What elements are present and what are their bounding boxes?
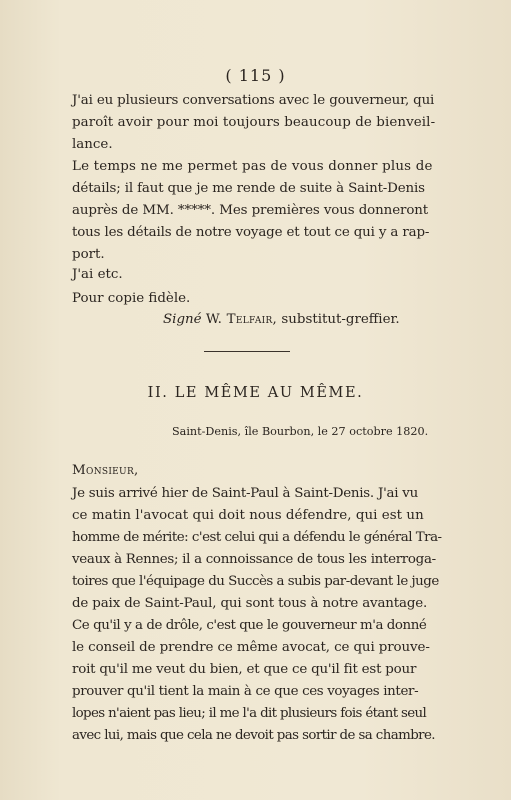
signature-name: W. Telfair, — [205, 312, 278, 327]
section-heading: II. LE MÊME AU MÊME. — [147, 385, 364, 401]
letter2-line: le conseil de prendre ce même avocat, ce qui prouve- — [72, 640, 430, 655]
letter2-line: ce matin l'avocat qui doit nous défendre, qui est un — [72, 508, 424, 523]
letter2-line: veaux à Rennes; il a connoissance de tous les interroga- — [72, 552, 436, 567]
letter2-dateline: Saint-Denis, île Bourbon, le 27 octobre 1820. — [172, 425, 429, 438]
letter2-line: lopes n'aient pas lieu; il me l'a dit plusieurs fois étant seul — [72, 706, 427, 721]
letter2-line: prouver qu'il tient la main à ce que ces voyages inter- — [72, 684, 419, 699]
signature-signed: Signé — [163, 312, 202, 327]
letter1-line: auprès de MM. *****. Mes premières vous donneront — [72, 203, 429, 218]
copy-note: Pour copie fidèle. — [72, 291, 191, 306]
letter1-line: lance. — [72, 137, 113, 152]
letter1-line: détails; il faut que je me rende de suite à Saint-Denis — [72, 181, 425, 196]
letter1-line: J'ai eu plusieurs conversations avec le gouverneur, qui — [72, 93, 435, 108]
signature-title: substitut-greffier. — [281, 312, 400, 327]
letter2-line: toires que l'équipage du Succès a subis par-devant le juge — [72, 574, 439, 589]
letter1-closing: J'ai etc. — [72, 267, 123, 282]
letter1-line: port. — [72, 247, 105, 262]
letter2-line: Je suis arrivé hier de Saint-Paul à Saint-Denis. J'ai vu — [72, 486, 418, 501]
letter2-line: de paix de Saint-Paul, qui sont tous à notre avantage. — [72, 596, 428, 611]
letter2-line: avec lui, mais que cela ne devoit pas sortir de sa chambre. — [72, 728, 435, 743]
letter1-line: tous les détails de notre voyage et tout ce qui y a rap- — [72, 225, 430, 240]
section-divider — [204, 351, 290, 352]
letter2-line: homme de mérite: c'est celui qui a défendu le général Tra- — [72, 530, 442, 545]
letter1-line: paroît avoir pour moi toujours beaucoup de bienveil- — [72, 115, 436, 130]
signature-line — [163, 310, 400, 330]
letter2-salutation: Monsieur, — [72, 463, 139, 478]
letter2-line: Ce qu'il y a de drôle, c'est que le gouverneur m'a donné — [72, 618, 427, 633]
letter1-line: Le temps ne me permet pas de vous donner plus de — [72, 159, 433, 174]
page-number: ( 115 ) — [225, 66, 286, 85]
letter2-line: roit qu'il me veut du bien, et que ce qu'il fit est pour — [72, 662, 417, 677]
